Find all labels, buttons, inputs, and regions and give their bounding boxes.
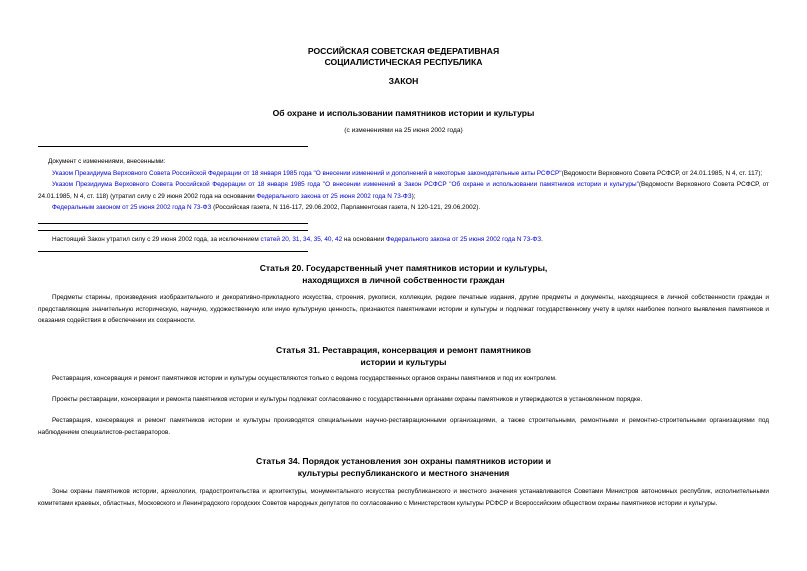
- document-type: ЗАКОН: [388, 76, 419, 86]
- amendment-text-1: (Ведомости Верховного Совета РСФСР, от 24.01.1985, N 4, ст. 117);: [561, 169, 763, 177]
- header-line-2: СОЦИАЛИСТИЧЕСКАЯ РЕСПУБЛИКА: [324, 57, 483, 67]
- amendment-item-3: [38, 202, 769, 214]
- divider-bottom: [38, 251, 308, 252]
- article-31-heading: [0, 345, 807, 368]
- amendment-link-1[interactable]: Указом Президиума Верховного Совета Российской Федерации от 18 января 1985 года "О внесении изменений и дополнений в некоторые законодательные акты РСФСР": [52, 169, 562, 177]
- amendment-item-2: [38, 179, 769, 202]
- article-31-paragraph-1: [38, 373, 769, 385]
- article-31-title-1: Статья 31. Реставрация, консервация и ремонт памятников: [275, 345, 531, 355]
- amendment-link-3[interactable]: Федеральным законом от 25 июня 2002 года N 73-ФЗ: [52, 204, 212, 211]
- article-20-paragraph-1: [38, 292, 769, 327]
- article-34-text-1: Зоны охраны памятников истории, археологии, градостроительства и архитектуры, монументального искусства республиканского и местного значения устанавливаются Советами Министров автономных республик, исполнительными комитетами краевых, областных, Московского и Ленинградского городских Советов народных депутатов по согласованию с Министерством культуры РСФСР и Всероссийским обществом охраны памятников истории и культуры.: [38, 488, 769, 507]
- document-subtitle: (с изменениями на 25 июня 2002 года): [344, 127, 463, 134]
- header-line-1: РОССИЙСКАЯ СОВЕТСКАЯ ФЕДЕРАТИВНАЯ: [307, 46, 500, 56]
- notice-law-link[interactable]: Федерального закона от 25 июня 2002 года N 73-ФЗ: [385, 236, 542, 243]
- document-title: Об охране и использовании памятников истории и культуры: [272, 108, 535, 118]
- article-31-paragraph-2: [38, 394, 769, 406]
- article-31-text-3: Реставрация, консервация и ремонт памятников истории и культуры производятся специальными научно-реставрационными организациями, а также строительными, ремонтными и ремонтно-строительными организациями под наблюдением специалистов-реставраторов.: [38, 417, 769, 436]
- notice-text-b: на основании: [342, 236, 386, 243]
- amendment-text-2b: );: [411, 192, 416, 200]
- header-block: [0, 46, 807, 68]
- amendment-text-3: (Российская газета, N 116-117, 29.06.2002, Парламентская газета, N 120-121, 29.06.2002).: [211, 204, 481, 211]
- notice-paragraph: [38, 234, 769, 246]
- amendments-intro: Документ с изменениями, внесенными:: [48, 158, 166, 165]
- divider-mid-2: [38, 230, 308, 231]
- amendments-block: [38, 156, 769, 214]
- article-31-title-2: истории и культуры: [360, 356, 447, 367]
- article-31-text-1: Реставрация, консервация и ремонт памятников истории и культуры осуществляются только с ведома государственных органов охраны памятников и под их контролем.: [52, 375, 557, 382]
- amendment-link-2[interactable]: Указом Президиума Верховного Совета Российской Федерации от 18 января 1985 года "О внесении изменений в Закон РСФСР "Об охране и использовании памятников истории и культуры": [52, 181, 639, 188]
- article-34-heading: [0, 456, 807, 479]
- article-20-heading: [0, 263, 807, 286]
- divider-top: [38, 146, 308, 147]
- amendment-link-2b[interactable]: Федерального закона от 25 июня 2002 года N 73-ФЗ: [256, 192, 412, 200]
- notice-articles-link[interactable]: статей 20, 31, 34, 35, 40, 42: [260, 236, 343, 243]
- amendment-item-1: [38, 168, 769, 180]
- article-20-title-2: находящихся в личной собственности граждан: [302, 274, 505, 285]
- notice-text-a: Настоящий Закон утратил силу с 29 июня 2002 года, за исключением: [52, 236, 261, 243]
- article-34-title-2: культуры республиканского и местного значения: [297, 467, 510, 478]
- article-31-text-2: Проекты реставрации, консервации и ремонта памятников истории и культуры подлежат согласованию с государственными органами охраны памятников и утверждаются в установленном порядке.: [52, 396, 643, 403]
- amendment-text-2a: (Ведомости Верховного Совета РСФСР, от 24.01.1985, N 4, ст. 118) (утратил силу с 29 июня 2002 года на основании: [38, 181, 769, 200]
- article-20-text-1: Предметы старины, произведения изобразительного и декоративно-прикладного искусства, строения, рукописи, коллекции, редкие печатные издания, другие предметы и документы, находящиеся в личной собственности граждан и представляющие значительную историческую, научную, художественную или иную культурную ценность, признаются памятниками истории и культуры и подлежат государственному учету в целях наиболее полного выявления памятников и оказания содействия в обеспечении их сохранности.: [38, 294, 769, 324]
- article-31-paragraph-3: [38, 415, 769, 438]
- article-34-title-1: Статья 34. Порядок установления зон охраны памятников истории и: [255, 456, 551, 466]
- notice-text-c: .: [541, 236, 543, 243]
- article-34-paragraph-1: [38, 486, 769, 509]
- article-20-title-1: Статья 20. Государственный учет памятников истории и культуры,: [259, 263, 548, 273]
- divider-mid-1: [38, 223, 308, 224]
